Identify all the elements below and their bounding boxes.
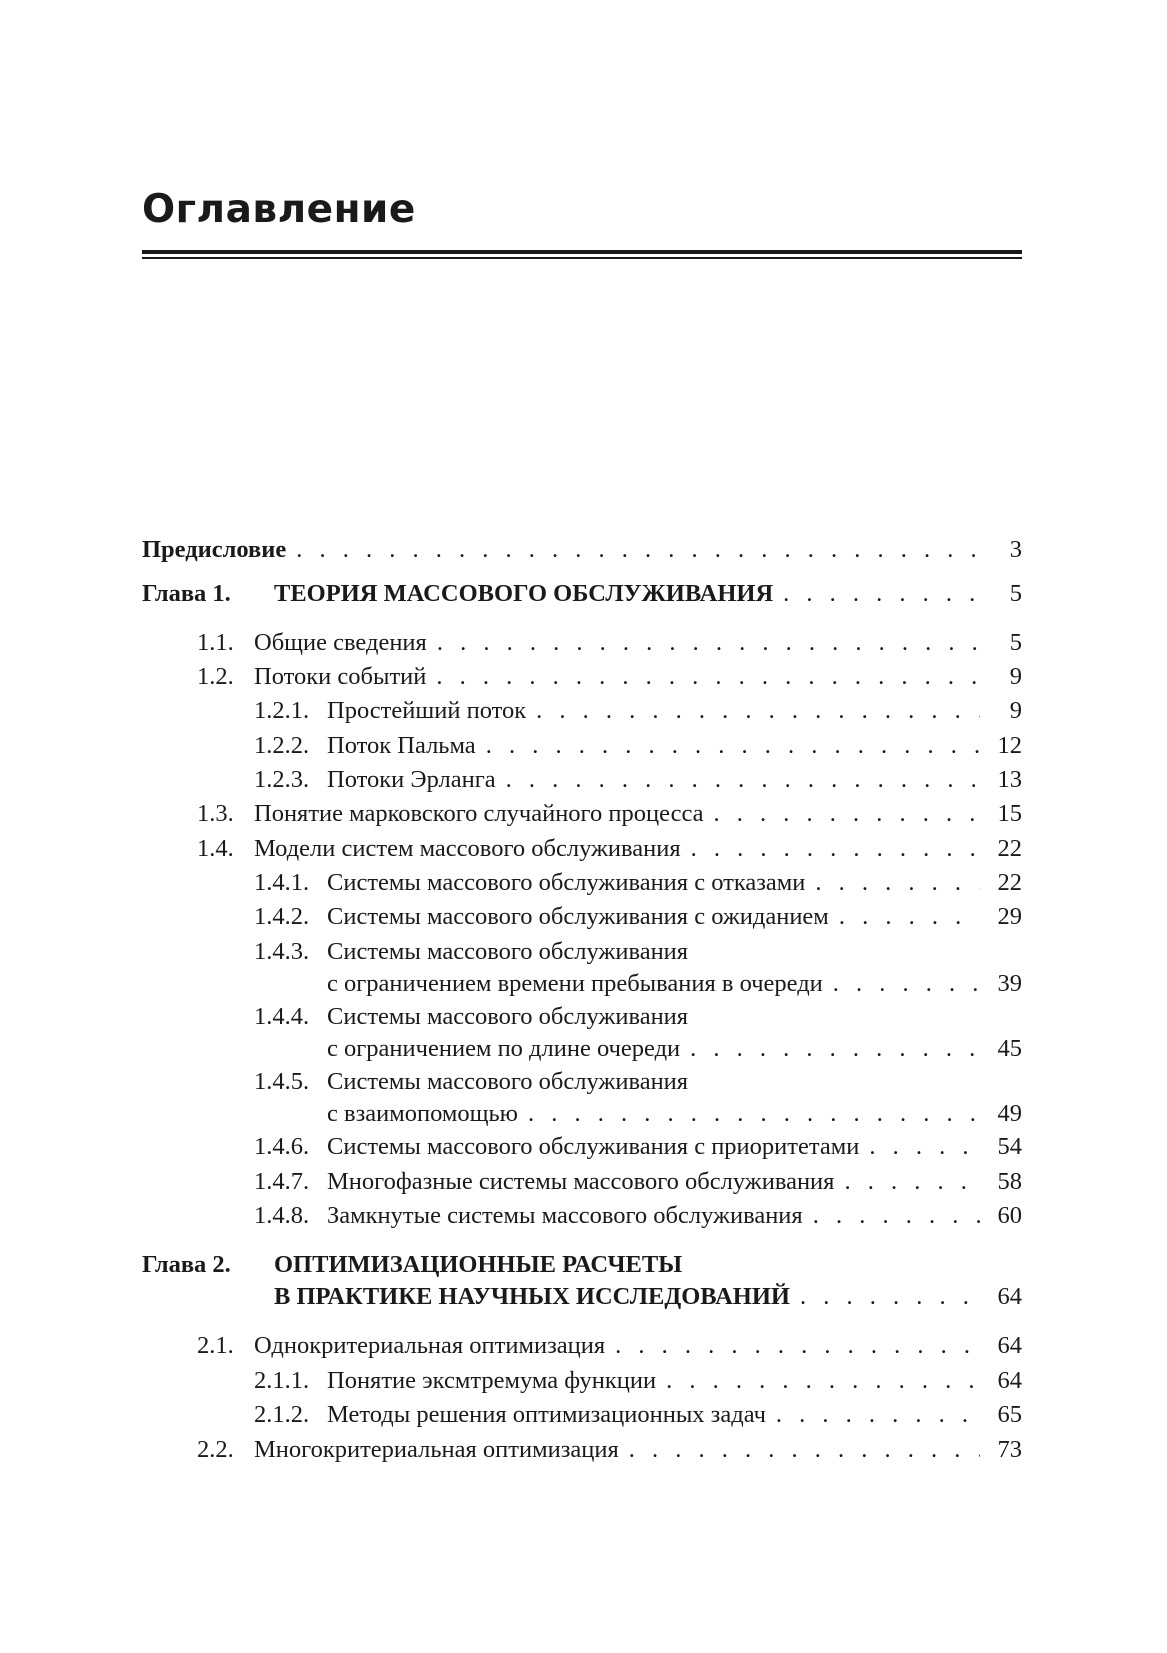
dot-leader [839, 902, 980, 932]
toc-section-number: 2.2. [197, 1436, 234, 1463]
toc-entry-title: Потоки Эрланга [327, 766, 496, 793]
toc-page-number: 5 [1009, 629, 1022, 656]
toc-entry-1-4-1[interactable] [142, 868, 1022, 904]
toc-entry-1-4-3[interactable] [142, 937, 1022, 1003]
toc-page-number: 73 [997, 1436, 1022, 1463]
toc-section-number: 2.1. [197, 1332, 234, 1359]
toc-page-number: 15 [997, 800, 1022, 827]
toc-entry-title: Потоки событий [254, 663, 427, 690]
toc-entry-2-1-1[interactable] [142, 1366, 1022, 1402]
toc-entry-title: Системы массового обслуживания [327, 1068, 689, 1095]
toc-entry-title-continuation: с ограничением по длине очереди [327, 1035, 681, 1062]
toc-entry-1-4-4[interactable] [142, 1002, 1022, 1068]
toc-entry-1-4-7[interactable] [142, 1167, 1022, 1203]
toc-entry-2-1[interactable] [142, 1331, 1022, 1367]
toc-page-number: 5 [1009, 580, 1022, 607]
toc-chapter-number: Глава 1. [142, 580, 231, 607]
dot-leader [536, 696, 980, 726]
toc-page-number: 64 [997, 1367, 1022, 1394]
toc-entry-title: Общие сведения [254, 629, 427, 656]
dot-leader [666, 1366, 980, 1396]
toc-section-number: 1.3. [197, 800, 234, 827]
toc-page-number: 64 [997, 1283, 1022, 1310]
toc-entry-title: Предисловие [142, 536, 287, 563]
toc-subsection-number: 1.4.3. [254, 938, 310, 965]
dot-leader [813, 1201, 980, 1231]
toc-page-number: 49 [997, 1100, 1022, 1127]
toc-entry-title: Системы массового обслуживания с отказами [327, 869, 806, 896]
toc-entry-title: Системы массового обслуживания с ожиданием [327, 903, 829, 930]
dot-leader [528, 1099, 980, 1129]
toc-entry-1-4-2[interactable] [142, 902, 1022, 938]
toc-entry-chapter-1[interactable] [142, 579, 1022, 615]
toc-subsection-number: 1.4.4. [254, 1003, 310, 1030]
toc-entry-title: Системы массового обслуживания [327, 938, 689, 965]
dot-leader [615, 1331, 980, 1361]
dot-leader [776, 1400, 980, 1430]
toc-page-number: 65 [997, 1401, 1022, 1428]
dot-leader [815, 868, 980, 898]
dot-leader [629, 1435, 980, 1465]
toc-subsection-number: 1.4.2. [254, 903, 310, 930]
toc-entry-1-4[interactable] [142, 834, 1022, 870]
toc-chapter-number: Глава 2. [142, 1251, 231, 1278]
toc-page-number: 9 [1009, 697, 1022, 724]
toc-entry-title-continuation: с ограничением времени пребывания в очереди [327, 970, 823, 997]
dot-leader [783, 579, 980, 609]
toc-entry-title: ОПТИМИЗАЦИОННЫЕ РАСЧЕТЫ [274, 1251, 683, 1278]
toc-section-number: 1.1. [197, 629, 234, 656]
toc-subsection-number: 1.2.3. [254, 766, 310, 793]
toc-page-number: 60 [997, 1202, 1022, 1229]
toc-page-number: 54 [997, 1133, 1022, 1160]
toc-entry-1-2-2[interactable] [142, 731, 1022, 767]
dot-leader [844, 1167, 980, 1197]
dot-leader [437, 628, 980, 658]
toc-page-number: 13 [997, 766, 1022, 793]
toc-entry-1-2-1[interactable] [142, 696, 1022, 732]
toc-subsection-number: 2.1.2. [254, 1401, 310, 1428]
toc-entry-1-4-6[interactable] [142, 1132, 1022, 1168]
dot-leader [506, 765, 980, 795]
toc-page-number: 12 [997, 732, 1022, 759]
toc-page-number: 29 [997, 903, 1022, 930]
toc-entry-title: Системы массового обслуживания с приоритетами [327, 1133, 860, 1160]
toc-entry-2-2[interactable] [142, 1435, 1022, 1471]
toc-entry-title: Однокритериальная оптимизация [254, 1332, 606, 1359]
toc-entry-1-2[interactable] [142, 662, 1022, 698]
toc-subsection-number: 1.4.7. [254, 1168, 310, 1195]
dot-leader [296, 535, 980, 565]
dot-leader [436, 662, 980, 692]
toc-subsection-number: 1.2.1. [254, 697, 310, 724]
dot-leader [691, 834, 980, 864]
toc-entry-1-4-8[interactable] [142, 1201, 1022, 1237]
toc-page-number: 22 [997, 835, 1022, 862]
toc-entry-title: Многокритериальная оптимизация [254, 1436, 619, 1463]
dot-leader [833, 969, 980, 999]
toc-subsection-number: 1.2.2. [254, 732, 310, 759]
toc-entry-1-2-3[interactable] [142, 765, 1022, 801]
toc-page-number: 39 [997, 970, 1022, 997]
toc-subsection-number: 2.1.1. [254, 1367, 310, 1394]
toc-entry-title-continuation: с взаимопомощью [327, 1100, 518, 1127]
toc-entry-title: Понятие марковского случайного процесса [254, 800, 704, 827]
toc-entry-title: ТЕОРИЯ МАССОВОГО ОБСЛУЖИВАНИЯ [274, 580, 774, 607]
toc-entry-title: Многофазные системы массового обслуживания [327, 1168, 835, 1195]
toc-entry-preface[interactable] [142, 535, 1022, 571]
toc-entry-title: Методы решения оптимизационных задач [327, 1401, 766, 1428]
toc-entry-title: Понятие эксмтремума функции [327, 1367, 657, 1394]
toc-entry-title: Простейший поток [327, 697, 527, 724]
toc-section-number: 1.4. [197, 835, 234, 862]
dot-leader [486, 731, 980, 761]
toc-subsection-number: 1.4.8. [254, 1202, 310, 1229]
dot-leader [800, 1282, 980, 1312]
toc-entry-1-3[interactable] [142, 799, 1022, 835]
toc-page-number: 22 [997, 869, 1022, 896]
toc-subsection-number: 1.4.6. [254, 1133, 310, 1160]
title-rule-thin [142, 257, 1022, 259]
title-rule-thick [142, 250, 1022, 254]
toc-entry-title: Замкнутые системы массового обслуживания [327, 1202, 803, 1229]
toc-entry-1-4-5[interactable] [142, 1067, 1022, 1133]
toc-subsection-number: 1.4.5. [254, 1068, 310, 1095]
toc-entry-2-1-2[interactable] [142, 1400, 1022, 1436]
toc-page-number: 45 [997, 1035, 1022, 1062]
dot-leader [690, 1034, 980, 1064]
toc-section-number: 1.2. [197, 663, 234, 690]
toc-page-number: 58 [997, 1168, 1022, 1195]
dot-leader [714, 799, 981, 829]
toc-entry-chapter-2[interactable] [142, 1250, 1022, 1316]
toc-subsection-number: 1.4.1. [254, 869, 310, 896]
toc-entry-title: Модели систем массового обслуживания [254, 835, 681, 862]
toc-page-number: 3 [1009, 536, 1022, 563]
page-title: Оглавление [142, 187, 416, 232]
toc-entry-title-continuation: В ПРАКТИКЕ НАУЧНЫХ ИССЛЕДОВАНИЙ [274, 1283, 790, 1310]
toc-entry-title: Поток Пальма [327, 732, 476, 759]
toc-entry-title: Системы массового обслуживания [327, 1003, 689, 1030]
toc-entry-1-1[interactable] [142, 628, 1022, 664]
dot-leader [869, 1132, 980, 1162]
toc-page-number: 9 [1009, 663, 1022, 690]
toc-page-number: 64 [997, 1332, 1022, 1359]
